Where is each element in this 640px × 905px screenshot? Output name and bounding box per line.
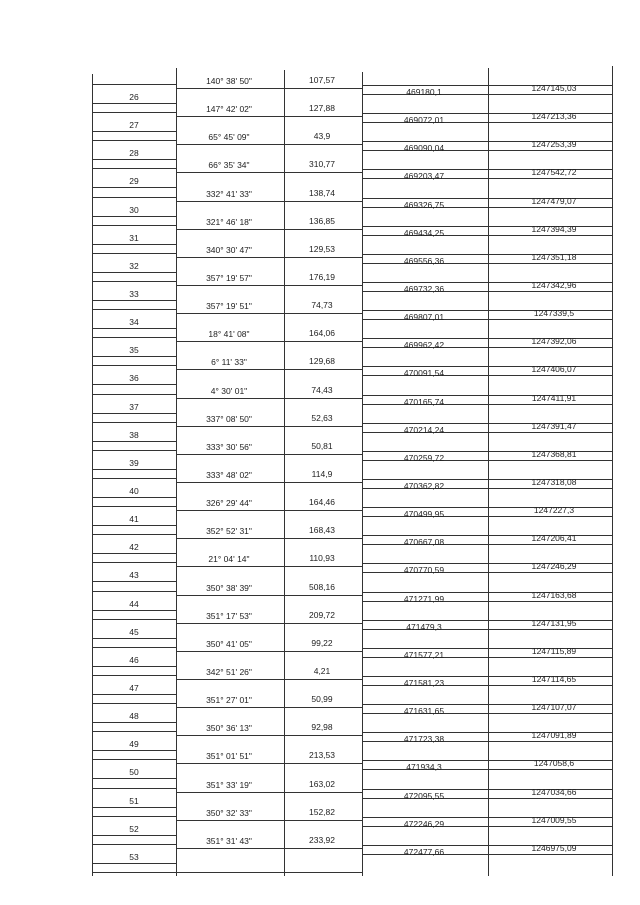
bearing-angle: 6° 11' 33" (211, 357, 247, 368)
bearing-angle: 351° 17' 53" (206, 610, 252, 621)
segment-length: 508,16 (309, 581, 335, 592)
bearing-angle: 351° 31' 43" (206, 835, 252, 846)
coordinate-x: 470667,08 (403, 537, 445, 548)
table-row-line (92, 619, 176, 620)
table-row-line (92, 666, 176, 667)
table-row-line (176, 116, 362, 117)
table-row-line (176, 820, 362, 821)
segment-length: 99,22 (311, 637, 333, 648)
segment-length: 209,72 (309, 609, 335, 620)
table-row-line (92, 84, 176, 85)
coordinate-y: 1246975,09 (531, 842, 577, 853)
table-row-line (92, 140, 176, 141)
segment-length: 233,92 (309, 834, 335, 845)
point-number: 38 (129, 429, 139, 440)
table-bottom-line (92, 872, 362, 873)
table-row-line (176, 341, 362, 342)
point-number: 30 (129, 204, 139, 215)
coordinate-x: 471934,3 (406, 762, 442, 773)
bearing-angle: 333° 30' 56" (206, 441, 252, 452)
table-row-line (92, 441, 176, 442)
coordinate-x: 469090,04 (403, 143, 445, 154)
coordinate-y: 1247213,36 (531, 111, 577, 122)
table-row-line (176, 201, 362, 202)
table-row-line (92, 244, 176, 245)
segment-length: 138,74 (309, 187, 335, 198)
coordinate-x: 470770,59 (403, 565, 445, 576)
table-row-line (92, 478, 176, 479)
coordinate-x: 470214,24 (403, 424, 445, 435)
table-row-line (92, 497, 176, 498)
bearing-angle: 352° 52' 31" (206, 526, 252, 537)
coordinate-y: 1247351,18 (531, 251, 577, 262)
coordinate-x: 472095,55 (403, 790, 445, 801)
table-row-line (92, 103, 176, 104)
segment-length: 4,21 (313, 666, 331, 676)
segment-length: 168,43 (309, 525, 335, 536)
bearing-angle: 140° 38' 50" (206, 76, 252, 86)
table-column-line (488, 68, 489, 876)
table-row-line (92, 778, 176, 779)
table-row-line (92, 356, 176, 357)
table-row-line (92, 638, 176, 639)
point-number: 29 (129, 176, 139, 187)
coordinate-y: 1247318,08 (531, 477, 577, 487)
segment-length: 310,77 (309, 159, 335, 170)
point-number: 51 (129, 795, 139, 806)
table-column-line (92, 74, 93, 876)
table-row-line (92, 253, 176, 254)
point-number: 41 (129, 514, 139, 525)
coordinate-y: 1247391,47 (531, 420, 577, 431)
table-row-line (92, 413, 176, 414)
bearing-angle: 350° 41' 05" (206, 638, 252, 649)
segment-length: 74,73 (311, 300, 333, 311)
coordinate-y: 1247131,95 (531, 617, 577, 628)
table-row-line (92, 844, 176, 845)
table-row-line (92, 394, 176, 395)
table-row-line (176, 88, 362, 89)
table-row-line (92, 703, 176, 704)
point-number: 45 (129, 626, 139, 637)
bearing-angle: 351° 33' 19" (206, 779, 252, 790)
table-row-line (92, 731, 176, 732)
point-number: 42 (129, 542, 139, 553)
table-row-line (176, 313, 362, 314)
segment-length: 74,43 (311, 384, 333, 395)
table-row-line (176, 792, 362, 793)
coordinate-y: 1247392,06 (531, 336, 577, 347)
coordinate-y: 1247009,55 (531, 814, 577, 825)
table-row-line (176, 763, 362, 764)
table-row-line (176, 735, 362, 736)
bearing-angle: 350° 38' 39" (206, 582, 252, 593)
coordinate-y: 1247479,07 (531, 195, 577, 206)
segment-length: 92,98 (311, 722, 333, 733)
table-row-line (176, 398, 362, 399)
table-row-line (92, 131, 176, 132)
coordinate-x: 469180,1 (406, 87, 442, 97)
table-row-line (176, 144, 362, 145)
point-number: 26 (129, 92, 139, 102)
coordinate-x: 471631,65 (403, 706, 445, 717)
point-number: 43 (129, 570, 139, 581)
bearing-angle: 321° 46' 18" (206, 216, 252, 227)
table-row-line (176, 229, 362, 230)
coordinate-x: 470499,95 (403, 509, 445, 520)
coordinate-x: 469732,36 (403, 284, 445, 294)
table-row-line (176, 510, 362, 511)
table-row-line (176, 482, 362, 483)
segment-length: 129,68 (309, 356, 335, 367)
coordinate-x: 471581,23 (403, 678, 445, 688)
table-row-line (92, 807, 176, 808)
table-row-line (92, 281, 176, 282)
bearing-angle: 21° 04' 14" (208, 554, 250, 565)
table-row-line (176, 566, 362, 567)
table-row-line (92, 272, 176, 273)
table-row-line (176, 595, 362, 596)
coordinate-x: 470091,54 (403, 368, 445, 379)
coordinate-x: 469203,47 (403, 171, 445, 182)
table-row-line (176, 285, 362, 286)
coordinate-y: 1247163,68 (531, 589, 577, 600)
coordinate-y: 1247339,5 (533, 308, 575, 319)
table-row-line (176, 426, 362, 427)
segment-length: 176,19 (309, 272, 335, 282)
bearing-angle: 65° 45' 09" (208, 132, 250, 143)
point-number: 39 (129, 457, 139, 468)
point-number: 34 (129, 317, 139, 328)
table-column-line (612, 66, 613, 876)
table-row-line (92, 450, 176, 451)
bearing-angle: 350° 36' 13" (206, 723, 252, 734)
segment-length: 43,9 (313, 131, 331, 142)
table-row-line (176, 679, 362, 680)
coordinate-y: 1247034,66 (531, 786, 577, 797)
bearing-angle: 147° 42' 02" (206, 104, 252, 115)
point-number: 48 (129, 711, 139, 722)
coordinate-x: 472477,66 (403, 846, 445, 857)
table-row-line (176, 848, 362, 849)
coordinate-y: 1247145,03 (531, 83, 577, 93)
point-number: 28 (129, 148, 139, 159)
bearing-angle: 350° 32' 33" (206, 807, 252, 818)
table-row-line (176, 707, 362, 708)
segment-length: 50,81 (311, 440, 333, 451)
table-row-line (92, 159, 176, 160)
bearing-angle: 340° 30' 47" (206, 244, 252, 255)
table-row-line (92, 197, 176, 198)
point-number: 27 (129, 120, 139, 131)
segment-length: 129,53 (309, 243, 335, 254)
coordinate-y: 1247227,3 (533, 505, 575, 516)
table-row-line (92, 506, 176, 507)
point-number: 33 (129, 289, 139, 299)
table-row-line (176, 257, 362, 258)
table-row-line (92, 216, 176, 217)
table-row-line (92, 610, 176, 611)
point-number: 40 (129, 486, 139, 496)
coordinate-y: 1247368,81 (531, 448, 577, 459)
table-row-line (92, 225, 176, 226)
point-number: 52 (129, 823, 139, 834)
table-row-line (92, 328, 176, 329)
point-number: 31 (129, 232, 139, 243)
table-row-line (92, 581, 176, 582)
table-row-line (176, 623, 362, 624)
table-row-line (176, 369, 362, 370)
table-row-line (92, 816, 176, 817)
table-row-line (92, 469, 176, 470)
table-row-line (92, 337, 176, 338)
segment-length: 50,99 (311, 694, 333, 705)
bearing-angle: 333° 48' 02" (206, 470, 252, 480)
coordinate-y: 1247114,65 (531, 674, 577, 684)
coordinate-y: 1247253,39 (531, 139, 577, 150)
coordinate-x: 469072,01 (403, 115, 445, 126)
segment-length: 127,88 (309, 103, 335, 114)
coordinate-x: 471271,99 (403, 593, 445, 604)
table-row-line (92, 694, 176, 695)
table-row-line (92, 300, 176, 301)
table-row-line (92, 750, 176, 751)
coordinate-y: 1247107,07 (531, 702, 577, 713)
segment-length: 114,9 (311, 469, 333, 479)
segment-length: 136,85 (309, 215, 335, 226)
table-row-line (92, 863, 176, 864)
coordinate-x: 472246,29 (403, 818, 445, 829)
table-row-line (92, 187, 176, 188)
coordinate-x: 470259,72 (403, 452, 445, 463)
segment-length: 164,06 (309, 328, 335, 339)
point-number: 35 (129, 345, 139, 356)
coordinate-x: 469807,01 (403, 312, 445, 323)
bearing-angle: 342° 51' 26" (206, 667, 252, 677)
table-row-line (92, 835, 176, 836)
coordinate-x: 471479,3 (406, 621, 442, 632)
table-row-line (92, 309, 176, 310)
segment-length: 152,82 (309, 806, 335, 817)
bearing-angle: 357° 19' 57" (206, 273, 252, 283)
coordinate-x: 469326,75 (403, 199, 445, 210)
coordinate-x: 469962,42 (403, 340, 445, 351)
table-row-line (92, 168, 176, 169)
coordinate-y: 1247058,6 (533, 758, 575, 769)
bearing-angle: 18° 41' 08" (208, 329, 250, 340)
coordinate-y: 1247542,72 (531, 167, 577, 178)
point-number: 32 (129, 260, 139, 271)
segment-length: 110,93 (309, 553, 335, 564)
point-number: 36 (129, 373, 139, 384)
point-number: 37 (129, 401, 139, 412)
coordinate-y: 1247342,96 (531, 280, 577, 290)
segment-length: 163,02 (309, 778, 335, 789)
point-number: 47 (129, 683, 139, 693)
segment-length: 52,63 (311, 412, 333, 423)
table-row-line (92, 553, 176, 554)
bearing-angle: 332° 41' 33" (206, 188, 252, 199)
table-row-line (92, 675, 176, 676)
point-number: 53 (129, 851, 139, 862)
table-row-line (176, 538, 362, 539)
segment-length: 213,53 (309, 750, 335, 761)
bearing-angle: 4° 30' 01" (210, 385, 248, 396)
point-number: 44 (129, 598, 139, 609)
table-row-line (176, 651, 362, 652)
bearing-angle: 66° 35' 34" (208, 160, 250, 171)
point-number: 49 (129, 739, 139, 750)
point-number: 50 (129, 767, 139, 778)
bearing-angle: 351° 01' 51" (206, 751, 252, 762)
table-row-line (92, 788, 176, 789)
coordinate-x: 471577,21 (403, 649, 445, 660)
bearing-angle: 337° 08' 50" (206, 413, 252, 424)
table-row-line (92, 647, 176, 648)
bearing-angle: 357° 19' 51" (206, 301, 252, 312)
coordinate-y: 1247115,89 (531, 645, 577, 656)
coordinate-x: 469556,36 (403, 255, 445, 266)
table-row-line (92, 384, 176, 385)
table-row-line (92, 534, 176, 535)
segment-length: 107,57 (309, 75, 335, 85)
table-row-line (92, 722, 176, 723)
point-number: 46 (129, 654, 139, 665)
coordinate-y: 1247411,91 (531, 392, 577, 403)
coordinate-x: 470362,82 (403, 481, 445, 491)
table-row-line (92, 562, 176, 563)
coordinate-x: 470165,74 (403, 396, 445, 407)
table-row-line (92, 591, 176, 592)
table-row-line (92, 112, 176, 113)
table-row-line (92, 759, 176, 760)
table-column-line (362, 72, 363, 876)
coordinate-x: 471723,38 (403, 734, 445, 745)
coordinate-y: 1247406,07 (531, 364, 577, 375)
table-row-line (176, 454, 362, 455)
bearing-angle: 351° 27' 01" (206, 695, 252, 706)
coordinate-x: 469434,25 (403, 227, 445, 238)
coordinate-y: 1247246,29 (531, 561, 577, 572)
table-row-line (176, 172, 362, 173)
bearing-angle: 326° 29' 44" (206, 498, 252, 509)
segment-length: 164,46 (309, 497, 335, 508)
coordinate-y: 1247091,89 (531, 730, 577, 741)
table-row-line (92, 525, 176, 526)
table-row-line (92, 365, 176, 366)
coordinate-y: 1247206,41 (531, 533, 577, 544)
coordinate-y: 1247394,39 (531, 223, 577, 234)
table-row-line (92, 422, 176, 423)
